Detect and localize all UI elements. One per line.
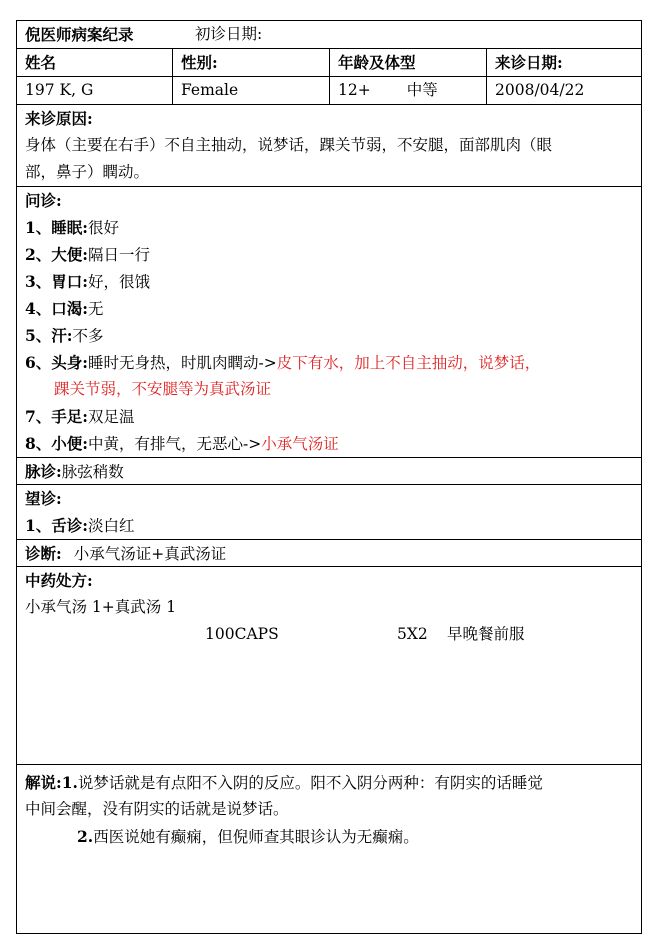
explanation-line-3	[77, 823, 633, 851]
explanation-p2-number: 2.	[77, 827, 94, 846]
patient-values-row	[17, 77, 641, 105]
item-number: 5、	[25, 326, 52, 345]
explanation-line-1	[25, 769, 633, 797]
inquiry-item-thirst	[25, 295, 633, 323]
item-value: 好，很饿	[88, 273, 151, 291]
inquiry-item-urine	[25, 430, 633, 458]
item-key: 头身:	[51, 353, 89, 372]
diagnosis-label: 诊断:	[25, 544, 62, 563]
reason-line-1: 身体（主要在右手）不自主抽动，说梦话，踝关节弱，不安腿，面部肌肉（眼	[25, 136, 553, 154]
patient-sex: Female	[172, 77, 329, 104]
prescription-section	[17, 567, 641, 765]
item-conclusion: 小承气汤证	[261, 435, 339, 453]
explanation-p1-text-2: 中间会醒，没有阴实的话就是说梦话。	[25, 800, 289, 818]
diagnosis-line	[25, 540, 633, 568]
explanation-label: 解说:	[25, 773, 62, 792]
patient-header-row	[17, 49, 641, 77]
item-conclusion: 皮下有水，加上不自主抽动，说梦话，	[276, 354, 541, 372]
medical-record-sheet	[16, 20, 642, 934]
item-key: 口渴:	[51, 299, 89, 318]
inquiry-section	[17, 187, 641, 458]
item-key: 胃口:	[51, 272, 89, 291]
observation-label: 望诊:	[25, 489, 62, 508]
inquiry-item-sweat	[25, 322, 633, 350]
observation-section	[17, 485, 641, 540]
diagnosis-value: 小承气汤证+真武汤证	[73, 545, 227, 563]
pulse-line	[25, 458, 633, 486]
inquiry-item-head-body-continued: 踝关节弱，不安腿等为真武汤证	[54, 380, 272, 398]
reason-label: 来诊原因:	[25, 109, 93, 128]
header-visit-date: 来诊日期:	[486, 49, 643, 76]
inquiry-label: 问诊:	[25, 191, 62, 210]
title-row	[17, 21, 641, 49]
patient-age: 12+	[338, 81, 371, 99]
inquiry-item-stool	[25, 241, 633, 269]
item-value: 淡白红	[88, 517, 135, 535]
header-age-build: 年龄及体型	[329, 49, 486, 76]
item-number: 3、	[25, 272, 52, 291]
item-value: 中黄，有排气，无恶心->	[88, 435, 262, 453]
item-key: 手足:	[51, 407, 89, 426]
reason-line-2: 部，鼻子）瞤动。	[25, 163, 150, 181]
inquiry-item-sleep	[25, 214, 633, 242]
inquiry-item-appetite	[25, 268, 633, 296]
header-sex: 性别:	[172, 49, 329, 76]
item-value: 不多	[72, 327, 104, 345]
inquiry-item-head-body	[25, 349, 633, 377]
item-value: 双足温	[88, 408, 135, 426]
item-number: 2、	[25, 245, 52, 264]
diagnosis-section	[17, 540, 641, 567]
item-key: 大便:	[51, 245, 89, 264]
patient-visit-date: 2008/04/22	[486, 77, 643, 104]
prescription-timing: 早晚餐前服	[447, 625, 525, 643]
explanation-p1-text-1: 说梦话就是有点阳不入阴的反应。阳不入阴分两种：有阴实的话睡觉	[77, 774, 543, 792]
item-number: 6、	[25, 353, 52, 372]
pulse-section	[17, 458, 641, 485]
reason-section	[17, 105, 641, 187]
header-name: 姓名	[25, 53, 57, 72]
item-value: 隔日一行	[88, 246, 151, 264]
item-key: 汗:	[51, 326, 73, 345]
patient-build: 中等	[406, 81, 438, 99]
inquiry-item-hands-feet	[25, 403, 633, 431]
item-number: 4、	[25, 299, 52, 318]
item-number: 1、	[25, 218, 52, 237]
explanation-section	[17, 765, 641, 933]
first-visit-date-label: 初诊日期:	[195, 25, 263, 43]
item-number: 1、	[25, 516, 52, 535]
explanation-p1-number: 1.	[61, 773, 78, 792]
prescription-label: 中药处方:	[25, 571, 93, 590]
item-key: 小便:	[51, 434, 89, 453]
item-value: 很好	[88, 219, 120, 237]
explanation-p2-text: 西医说她有癫痫，但倪师查其眼诊认为无癫痫。	[93, 828, 419, 846]
record-title: 倪医师病案纪录	[25, 25, 134, 44]
prescription-formula: 小承气汤 1+真武汤 1	[25, 598, 177, 616]
prescription-dosage: 5X2	[397, 625, 428, 643]
item-value: 睡时无身热，时肌肉瞤动->	[88, 354, 277, 372]
patient-name: 197 K, G	[25, 81, 94, 99]
prescription-amount: 100CAPS	[205, 625, 279, 643]
item-number: 8、	[25, 434, 52, 453]
pulse-label: 脉诊:	[25, 462, 62, 481]
item-number: 7、	[25, 407, 52, 426]
item-key: 睡眠:	[51, 218, 89, 237]
pulse-value: 脉弦稍数	[61, 463, 124, 481]
item-value: 无	[88, 300, 104, 318]
item-key: 舌诊:	[51, 516, 89, 535]
patient-age-build	[329, 77, 486, 104]
observation-tongue	[25, 512, 633, 540]
